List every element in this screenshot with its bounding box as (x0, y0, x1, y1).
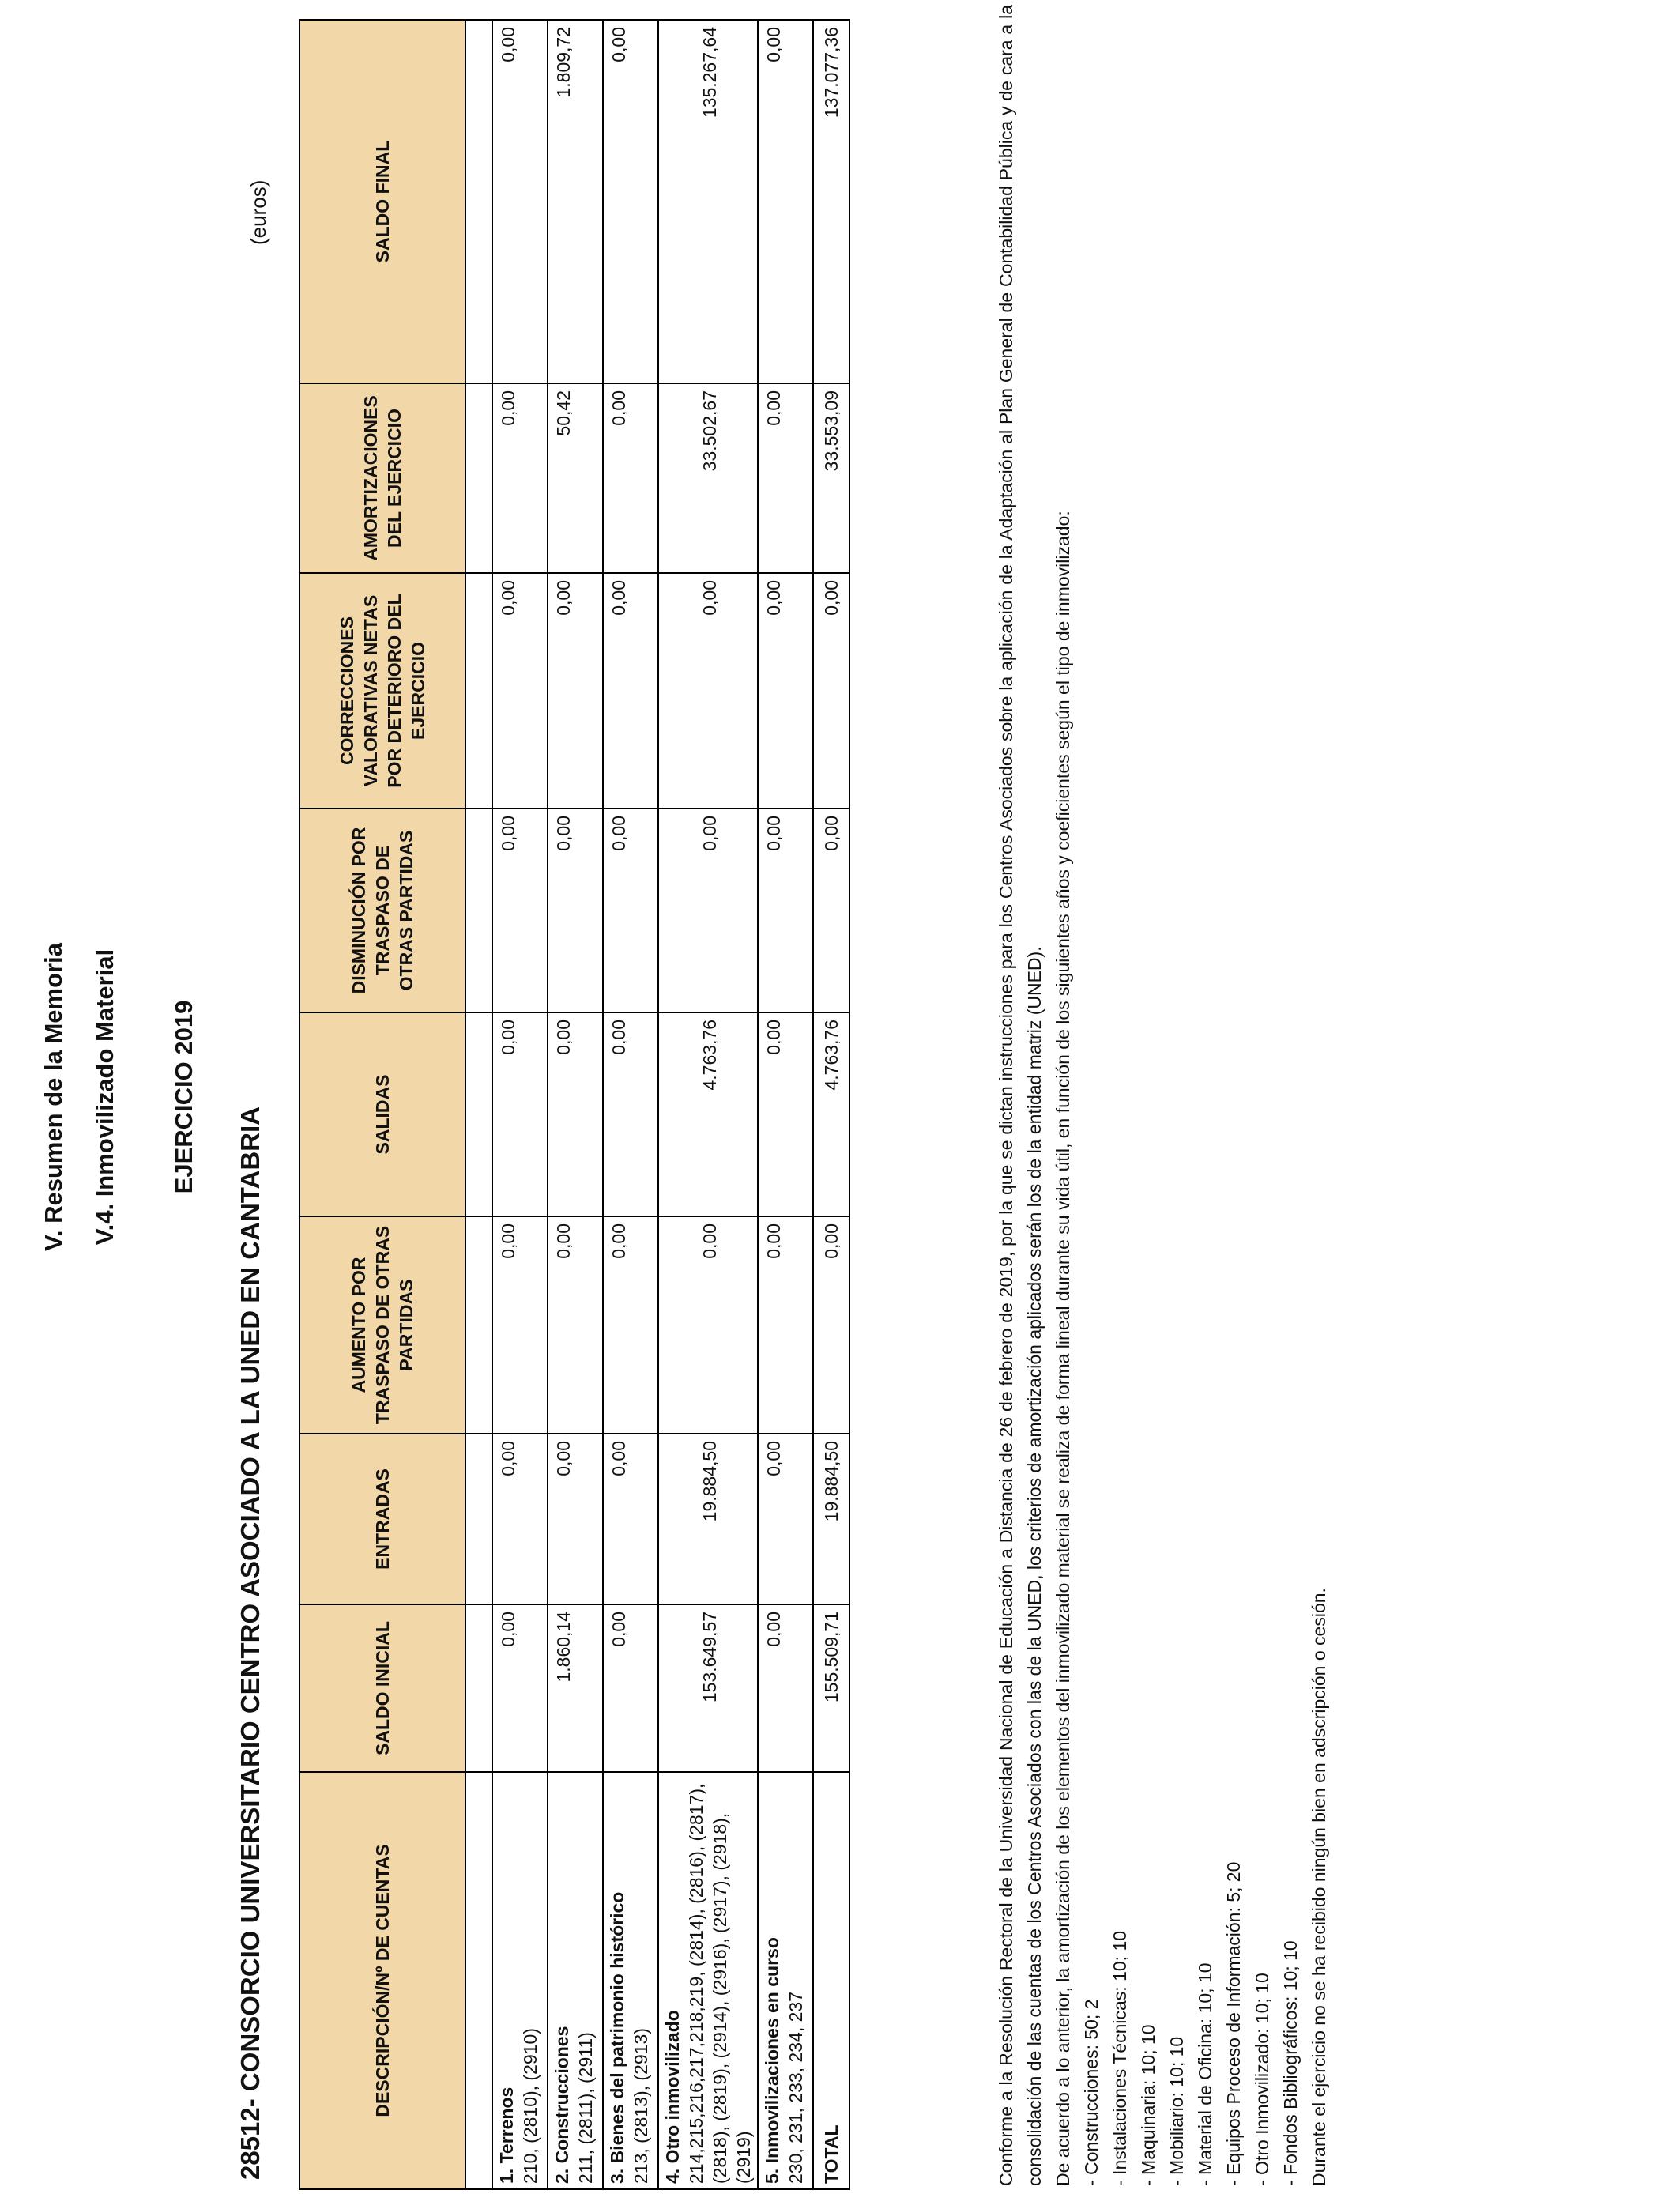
col-header-closing-balance: SALDO FINAL (299, 20, 465, 383)
cell-entries: 0,00 (492, 1434, 548, 1604)
cell-transfer-increase: 0,00 (548, 1216, 603, 1434)
cell-transfer-decrease: 0,00 (603, 809, 658, 1012)
cell-transfer-decrease: 0,00 (492, 809, 548, 1012)
cell-closing-balance: 0,00 (758, 20, 813, 383)
depreciation-item: - Fondos Bibliográficos: 10; 10 (1280, 1940, 1301, 2186)
cell-transfer-decrease: 0,00 (658, 809, 758, 1012)
cell-closing-balance: 135.267,64 (658, 20, 758, 383)
notes-paragraph-1: Conforme a la Resolución Rectoral de la Universidad Nacional de Educación a Distancia de 26 de febrero de 2019, por la que se dictan instrucciones para los Centros Asociados sobre la aplicación de la Adaptación al Plan General de Contabilidad Pública y de cara a la consolidación de las cuentas de los Centros Asociados con las de la UNED, los criterios de amortización aplicados serán los de la entidad matriz (UNED). (996, 5, 1045, 2186)
row-accounts: 214,215,216,217,218,219, (2814), (2816), (2817), (2818), (2819), (2914), (2916), (2917), (2918), (2919) (686, 1783, 754, 2184)
row-accounts: 210, (2810), (2910) (520, 2028, 541, 2184)
depreciation-item: - Equipos Proceso de Información: 5; 20 (1223, 1861, 1244, 2186)
col-header-impairment: CORRECCIONES VALORATIVAS NETAS POR DETERIORO DEL EJERCICIO (299, 573, 465, 809)
depreciation-item: - Otro Inmovilizado: 10; 10 (1252, 1973, 1272, 2186)
subsection-title: V.4. Inmovilizado Material (91, 948, 119, 1246)
depreciation-item: - Mobiliario: 10; 10 (1166, 2036, 1187, 2186)
cell-opening-balance: 0,00 (603, 1604, 658, 1772)
row-description (758, 1772, 813, 2189)
total-impairment: 0,00 (813, 573, 849, 809)
row-accounts: 211, (2811), (2911) (575, 2032, 596, 2184)
table-row (548, 20, 603, 2189)
row-description (658, 1772, 758, 2189)
col-header-transfer-increase: AUMENTO POR TRASPASO DE OTRAS PARTIDAS (299, 1216, 465, 1434)
row-accounts: 213, (2813), (2913) (631, 2028, 651, 2184)
table-row (492, 20, 548, 2189)
cell-transfer-decrease: 0,00 (548, 809, 603, 1012)
total-transfer-decrease: 0,00 (813, 809, 849, 1012)
cell-opening-balance: 1.860,14 (548, 1604, 603, 1772)
row-category: 5. Inmovilizaciones en curso (762, 1937, 782, 2184)
total-depreciation: 33.553,09 (813, 383, 849, 573)
cell-transfer-increase: 0,00 (603, 1216, 658, 1434)
cell-closing-balance: 0,00 (603, 20, 658, 383)
col-header-exits: SALIDAS (299, 1012, 465, 1216)
cell-transfer-increase: 0,00 (658, 1216, 758, 1434)
cell-depreciation: 0,00 (603, 383, 658, 573)
section-title: V. Resumen de la Memoria (40, 943, 67, 1251)
cell-entries: 0,00 (548, 1434, 603, 1604)
notes-paragraph-2: De acuerdo a lo anterior, la amortización de los elementos del inmovilizado material se realiza de forma lineal durante su vida útil, en función de los siguientes años y coeficientes según el tipo de inmovilizado: (1053, 511, 1073, 2186)
row-description (603, 1772, 658, 2189)
cell-entries: 19.884,50 (658, 1434, 758, 1604)
col-header-entries: ENTRADAS (299, 1434, 465, 1604)
cell-depreciation: 0,00 (492, 383, 548, 573)
cell-transfer-increase: 0,00 (758, 1216, 813, 1434)
entity-title: 28512- CONSORCIO UNIVERSITARIO CENTRO ASOCIADO A LA UNED EN CANTABRIA (235, 1106, 265, 2180)
depreciation-item: - Instalaciones Técnicas: 10; 10 (1109, 1930, 1130, 2186)
total-closing-balance: 137.077,36 (813, 20, 849, 383)
total-label: TOTAL (813, 1772, 849, 2189)
cell-exits: 4.763,76 (658, 1012, 758, 1216)
table-row (658, 20, 758, 2189)
row-description (492, 1772, 548, 2189)
cell-transfer-decrease: 0,00 (758, 809, 813, 1012)
table-row (603, 20, 658, 2189)
cell-depreciation: 33.502,67 (658, 383, 758, 573)
cell-exits: 0,00 (603, 1012, 658, 1216)
table-total-row (813, 20, 849, 2189)
row-description (548, 1772, 603, 2189)
col-header-opening-balance: SALDO INICIAL (299, 1604, 465, 1772)
cell-closing-balance: 1.809,72 (548, 20, 603, 383)
cell-exits: 0,00 (492, 1012, 548, 1216)
cell-impairment: 0,00 (603, 573, 658, 809)
total-entries: 19.884,50 (813, 1434, 849, 1604)
exercise-title: EJERCICIO 2019 (170, 1000, 198, 1194)
cell-exits: 0,00 (548, 1012, 603, 1216)
row-category: 4. Otro inmovilizado (662, 2010, 683, 2184)
total-transfer-increase: 0,00 (813, 1216, 849, 1434)
fixed-assets-table (299, 19, 850, 2190)
cell-transfer-increase: 0,00 (492, 1216, 548, 1434)
row-category: 2. Construcciones (552, 2026, 572, 2184)
row-accounts: 230, 231, 233, 234, 237 (785, 1992, 806, 2184)
cell-depreciation: 50,42 (548, 383, 603, 573)
col-header-depreciation: AMORTIZACIONES DEL EJERCICIO (299, 383, 465, 573)
notes-section (992, 5, 1333, 2186)
table-header-row (299, 20, 465, 2189)
cell-opening-balance: 0,00 (758, 1604, 813, 1772)
depreciation-item: - Maquinaria: 10; 10 (1138, 2024, 1158, 2186)
cell-exits: 0,00 (758, 1012, 813, 1216)
total-opening-balance: 155.509,71 (813, 1604, 849, 1772)
cell-opening-balance: 0,00 (492, 1604, 548, 1772)
cell-entries: 0,00 (603, 1434, 658, 1604)
cell-impairment: 0,00 (658, 573, 758, 809)
row-category: 3. Bienes del patrimonio histórico (607, 1891, 627, 2184)
notes-closing: Durante el ejercicio no se ha recibido ningún bien en adscripción o cesión. (1309, 1588, 1329, 2186)
currency-note: (euros) (247, 179, 270, 245)
col-header-transfer-decrease: DISMINUCIÓN POR TRASPASO DE OTRAS PARTIDAS (299, 809, 465, 1012)
cell-impairment: 0,00 (548, 573, 603, 809)
cell-impairment: 0,00 (758, 573, 813, 809)
total-exits: 4.763,76 (813, 1012, 849, 1216)
depreciation-item: - Material de Oficina: 10; 10 (1195, 1962, 1215, 2186)
table-row (758, 20, 813, 2189)
cell-entries: 0,00 (758, 1434, 813, 1604)
cell-impairment: 0,00 (492, 573, 548, 809)
table-spacer-row (465, 20, 492, 2189)
col-header-description: DESCRIPCIÓN/Nº DE CUENTAS (299, 1772, 465, 2189)
cell-depreciation: 0,00 (758, 383, 813, 573)
row-category: 1. Terrenos (496, 2087, 517, 2184)
cell-closing-balance: 0,00 (492, 20, 548, 383)
depreciation-item: - Construcciones: 50; 2 (1081, 1999, 1102, 2186)
cell-opening-balance: 153.649,57 (658, 1604, 758, 1772)
